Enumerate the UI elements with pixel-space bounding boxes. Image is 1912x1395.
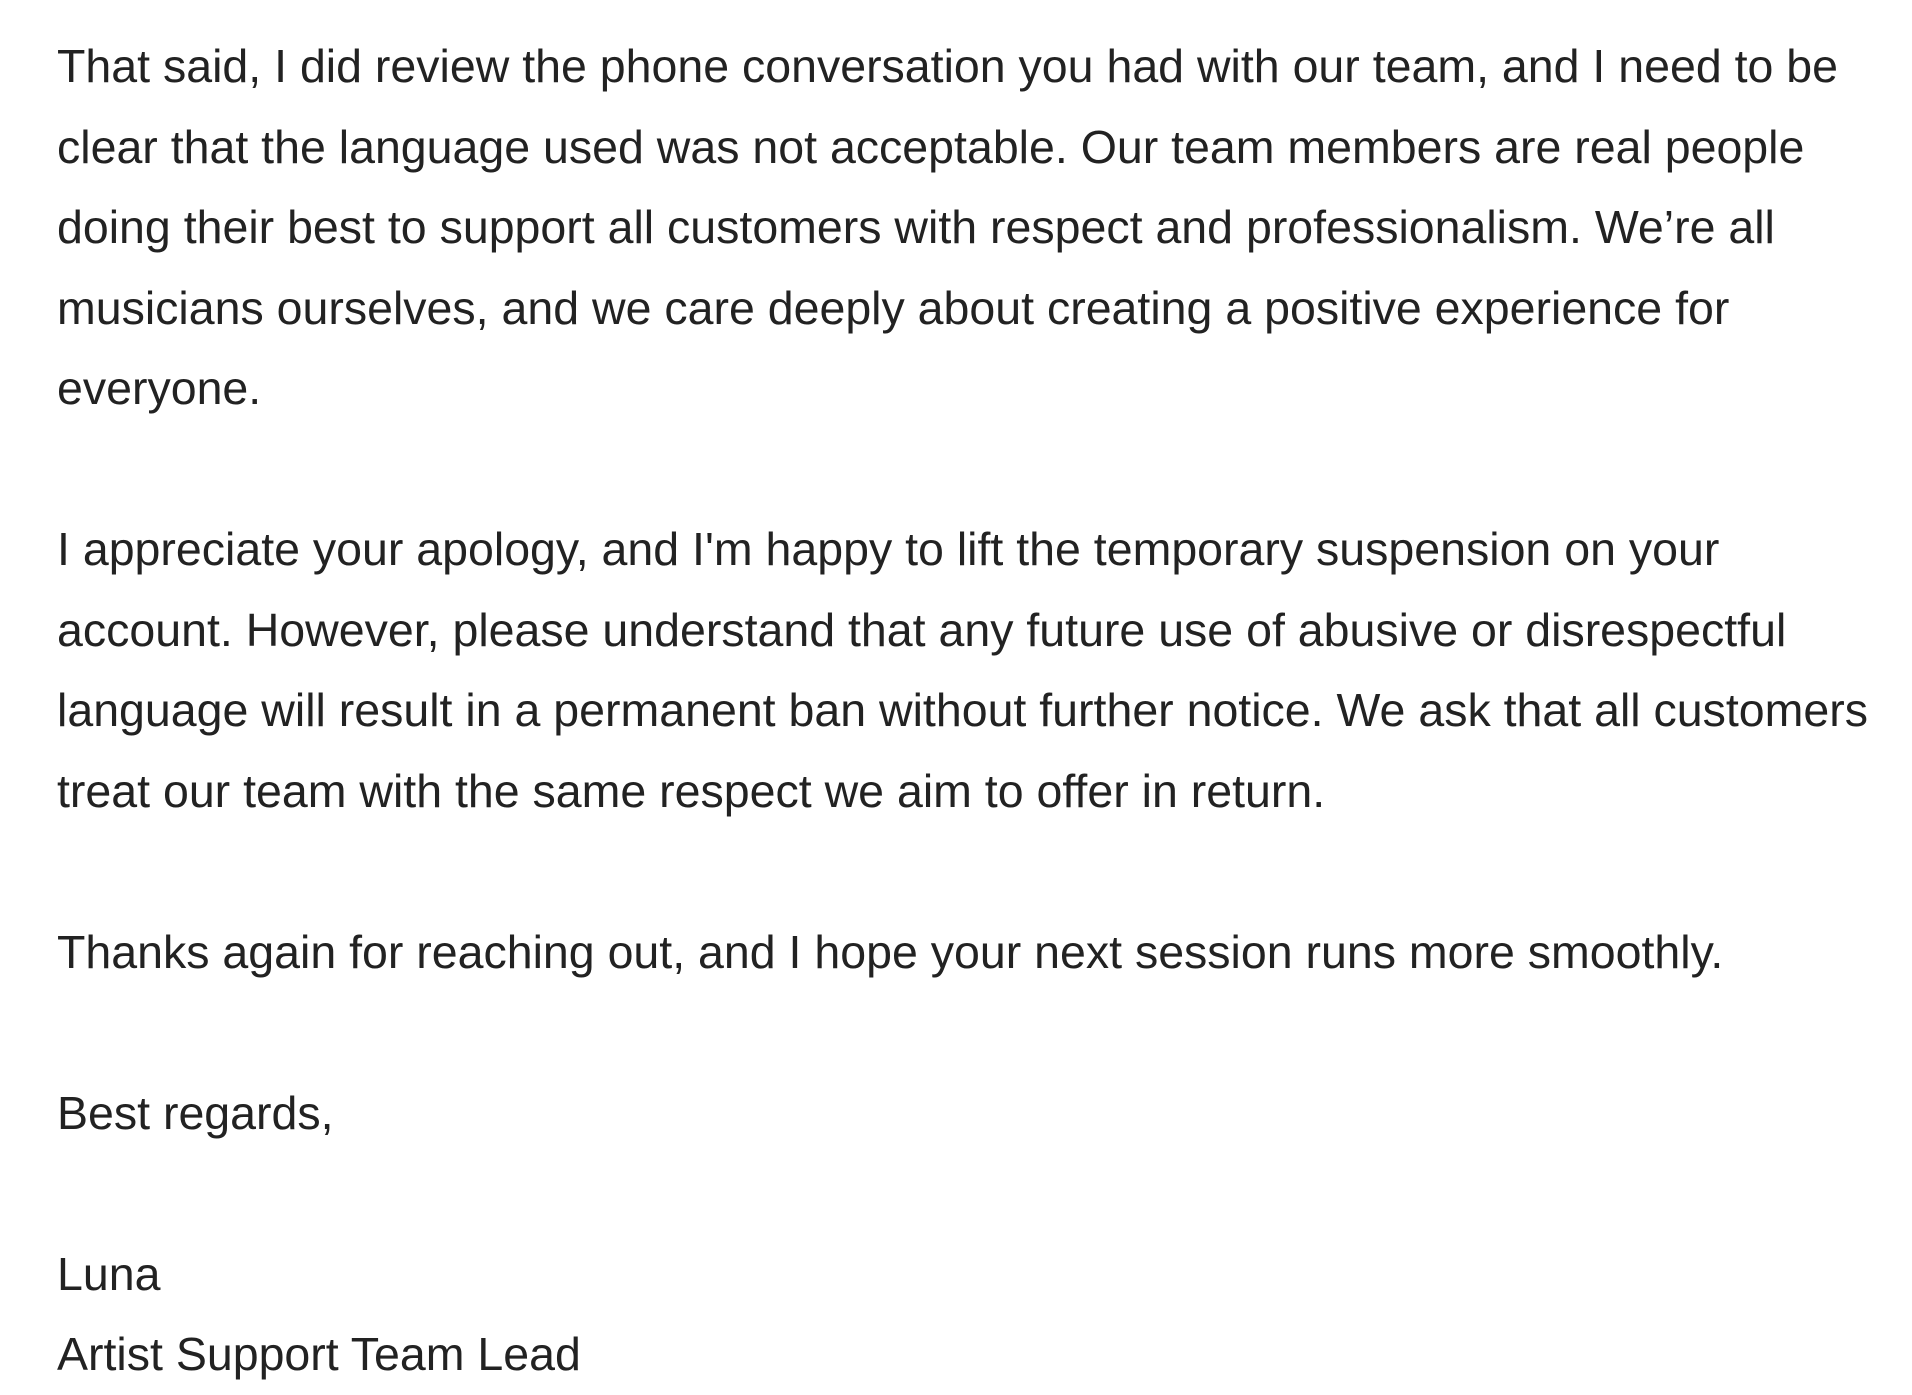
email-paragraph-thanks: Thanks again for reaching out, and I hope your next session runs more smoothly. [57, 925, 1724, 978]
email-closing: Best regards, [57, 1086, 334, 1139]
email-signature [57, 1234, 1897, 1395]
email-paragraph-suspension: I appreciate your apology, and I'm happy to lift the temporary suspension on your account. However, please understand that any future use of abusive or disrespectful language will result in a permanent ban without further notice. We ask that all customers treat our team with the same respect we aim to offer in return. [57, 523, 1869, 817]
signature-name: Luna [57, 1247, 161, 1300]
email-paragraph-review: That said, I did review the phone conversation you had with our team, and I need to be clear that the language used was not acceptable. Our team members are real people doing their best to support all customers with respect and professionalism. We’re all musicians ourselves, and we care deeply about creating a positive experience for everyone. [57, 40, 1839, 414]
signature-title: Artist Support Team Lead [57, 1328, 581, 1380]
email-body [57, 26, 1897, 1395]
